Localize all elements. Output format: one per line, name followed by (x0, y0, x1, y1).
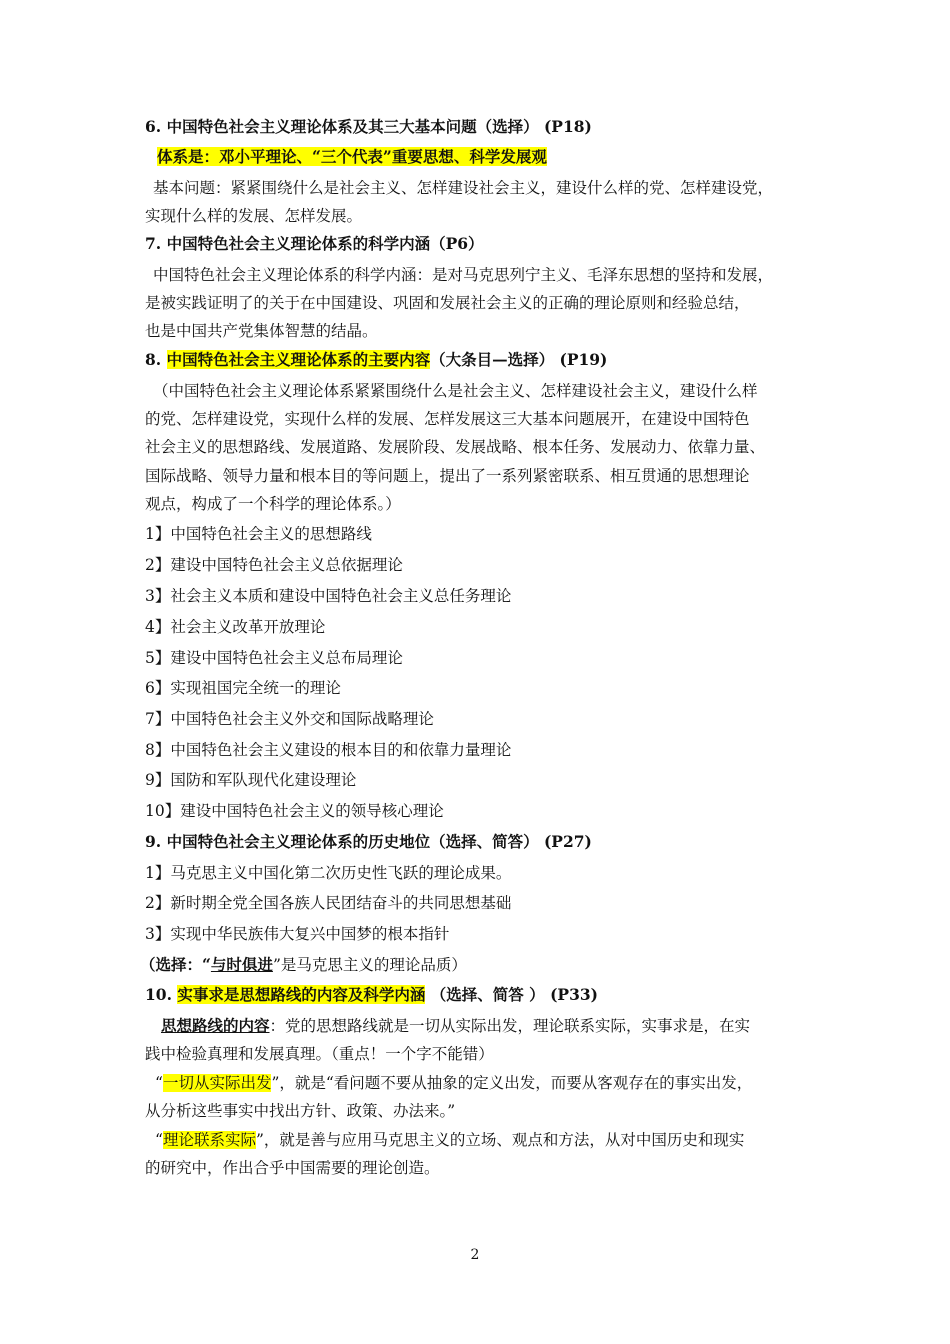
heading-6: 6. 中国特色社会主义理论体系及其三大基本问题（选择） (P18) (145, 117, 592, 136)
intro-line-1: （中国特色社会主义理论体系紧紧围绕什么是社会主义、怎样建设社会主义，建设什么样 (153, 382, 758, 400)
thought-line-content-1: 思想路线的内容：党的思想路线就是一切从实际出发，理论联系实际，实事求是，在实 (161, 1016, 751, 1035)
intro-line-4: 国际战略、领导力量和根本目的等问题上，提出了一系列紧密联系、相互贯通的思想理论 (145, 467, 750, 485)
system-definition (157, 146, 547, 168)
intro-line-3: 社会主义的思想路线、发展道路、发展阶段、发展战略、根本任务、发展动力、依靠力量、 (145, 438, 766, 456)
connotation-line-2: 是被实践证明了的关于在中国建设、巩固和发展社会主义的正确的理论原则和经验总结， (145, 294, 750, 312)
intro-line-5: 观点，构成了一个科学的理论体系。） (145, 495, 401, 513)
highlight-proceed-from-reality: 一切从实际出发 (162, 1074, 272, 1092)
basic-question-line-2: 实现什么样的发展、怎样发展。 (145, 207, 363, 225)
proceed-from-reality-2: 从分析这些事实中找出方针、政策、办法来。” (145, 1102, 456, 1120)
keyword-advance-with-times: 与时俱进 (210, 955, 273, 974)
heading-10: 10. 实事求是思想路线的内容及科学内涵 （选择、简答 ） (P33) (145, 985, 598, 1004)
list-item: 4】社会主义改革开放理论 (145, 618, 326, 636)
list-item: 2】建设中国特色社会主义总依据理论 (145, 556, 403, 574)
heading-9: 9. 中国特色社会主义理论体系的历史地位（选择、简答） (P27) (145, 832, 592, 851)
highlight-main-content: 中国特色社会主义理论体系的主要内容 (166, 350, 431, 369)
list-item: 7】中国特色社会主义外交和国际战略理论 (145, 710, 434, 728)
list-item: 3】实现中华民族伟大复兴中国梦的根本指针 (145, 925, 450, 943)
theory-practice-2: 的研究中，作出合乎中国需要的理论创造。 (145, 1159, 440, 1177)
connotation-line-1: 中国特色社会主义理论体系的科学内涵：是对马克思列宁主义、毛泽东思想的坚持和发展， (153, 266, 774, 284)
heading-7: 7. 中国特色社会主义理论体系的科学内涵（P6） (145, 234, 484, 253)
highlight-system: 体系是：邓小平理论、“三个代表”重要思想、科学发展观 (157, 147, 547, 166)
list-item: 5】建设中国特色社会主义总布局理论 (145, 649, 403, 667)
intro-line-2: 的党、怎样建设党，实现什么样的发展、怎样发展这三大基本问题展开，在建设中国特色 (145, 410, 750, 428)
choice-note: （选择：“与时俱进”是马克思主义的理论品质） (140, 955, 467, 974)
list-item: 3】社会主义本质和建设中国特色社会主义总任务理论 (145, 587, 512, 605)
list-item: 6】实现祖国完全统一的理论 (145, 679, 341, 697)
theory-practice-1: “理论联系实际”，就是善与应用马克思主义的立场、观点和方法，从对中国历史和现实 (155, 1131, 745, 1149)
list-item: 10】建设中国特色社会主义的领导核心理论 (145, 802, 444, 820)
list-item: 9】国防和军队现代化建设理论 (145, 771, 357, 789)
list-item: 1】中国特色社会主义的思想路线 (145, 525, 372, 543)
page-number: 2 (470, 1247, 480, 1263)
list-item: 1】马克思主义中国化第二次历史性飞跃的理论成果。 (145, 864, 512, 882)
connotation-line-3: 也是中国共产党集体智慧的结晶。 (145, 322, 378, 340)
list-item: 8】中国特色社会主义建设的根本目的和依靠力量理论 (145, 741, 512, 759)
list-item: 2】新时期全党全国各族人民团结奋斗的共同思想基础 (145, 894, 512, 912)
highlight-thought-line: 实事求是思想路线的内容及科学内涵 (177, 985, 426, 1004)
highlight-theory-practice: 理论联系实际 (162, 1131, 256, 1149)
heading-8: 8. 中国特色社会主义理论体系的主要内容（大条目—选择） (P19) (145, 350, 608, 369)
basic-question-line-1: 基本问题：紧紧围绕什么是社会主义、怎样建设社会主义，建设什么样的党、怎样建设党， (153, 179, 774, 197)
proceed-from-reality-1: “一切从实际出发”，就是“看问题不要从抽象的定义出发，而要从客观存在的事实出发， (155, 1074, 753, 1092)
thought-line-content-2: 践中检验真理和发展真理。（重点！一个字不能错） (145, 1045, 494, 1063)
keyword-thought-line: 思想路线的内容 (161, 1016, 270, 1035)
